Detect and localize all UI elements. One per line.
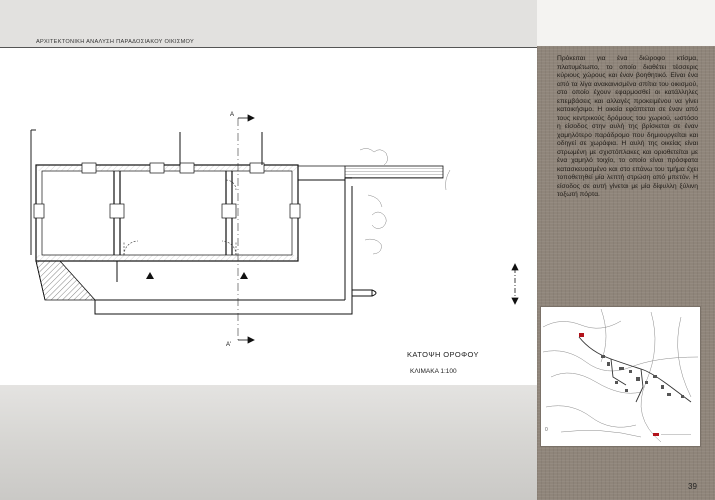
vegetation-sketch: [360, 148, 450, 254]
section-label-bottom: A': [226, 342, 232, 348]
bridge-steps: [345, 166, 443, 178]
floor-plan-drawing: [0, 48, 537, 385]
location-map-sketch: [541, 307, 700, 446]
page-number: 39: [688, 482, 697, 491]
entrance-marker-2: [240, 272, 248, 279]
bottom-photo-band: [0, 385, 537, 500]
svg-text:0: 0: [545, 427, 548, 433]
section-arrows: [238, 115, 518, 343]
location-map: [540, 306, 701, 447]
map-legend-swatch: [653, 433, 659, 436]
stair-ramp: [36, 261, 95, 300]
entrance-marker-1: [146, 272, 154, 279]
section-label-top: A: [230, 112, 235, 118]
plan-title: ΚΑΤΟΨΗ ΟΡΟΦΟΥ: [407, 350, 479, 359]
door-swings: [124, 180, 236, 255]
plan-scale: ΚΛΙΜΑΚΑ 1:100: [410, 368, 457, 375]
courtyard-boundary: [95, 178, 376, 314]
house-location-marker: [579, 333, 584, 337]
building-walls: [36, 165, 298, 261]
sidebar-top-strip: [537, 0, 715, 46]
document-header-title: ΑΡΧΙΤΕΚΤΟΝΙΚΗ ΑΝΑΛΥΣΗ ΠΑΡΑΔΟΣΙΑΚΟΥ ΟΙΚΙΣΜΟΥ: [36, 39, 195, 45]
description-paragraph: Πρόκειται για ένα διώροφο κτίσμα, πλατυμέτωπο, το οποίο διαθέτει τέσσερις κύριους χώρους και έναν βοηθητικό. Είναι ένα από τα λίγα ανακαινισμένα σπίτια του οικισμού, στο οποίο έχουν εφαρμοσθεί οι κατάλληλες επεμβάσεις και αλλαγές προκειμένου να γίνει κατοικήσιμο. Η οικεία εφάπτεται σε έναν από τους κεντρικούς δρόμους του χωριού, ωστόσο η είσοδος στην αυλή της βρίσκεται σε έναν χαμηλότερο παράδρομο που δημιουργείται και οδηγεί σε χωράφια. Η αυλή της οικείας είναι στρωμένη με σχιστόπλακες και οριοθετείται με ένα χαμηλό τοιχίο, το οποίο είναι πρόσφατα κατασκευασμένο και στο επάνω του τμήμα έχει τοποθετηθεί μία λεπτή στρώση από μπετόν. Η είσοδος σε αυτή γίνεται με μία δίφυλλη ξύλινη τοξωτή πόρτα.: [557, 55, 698, 198]
